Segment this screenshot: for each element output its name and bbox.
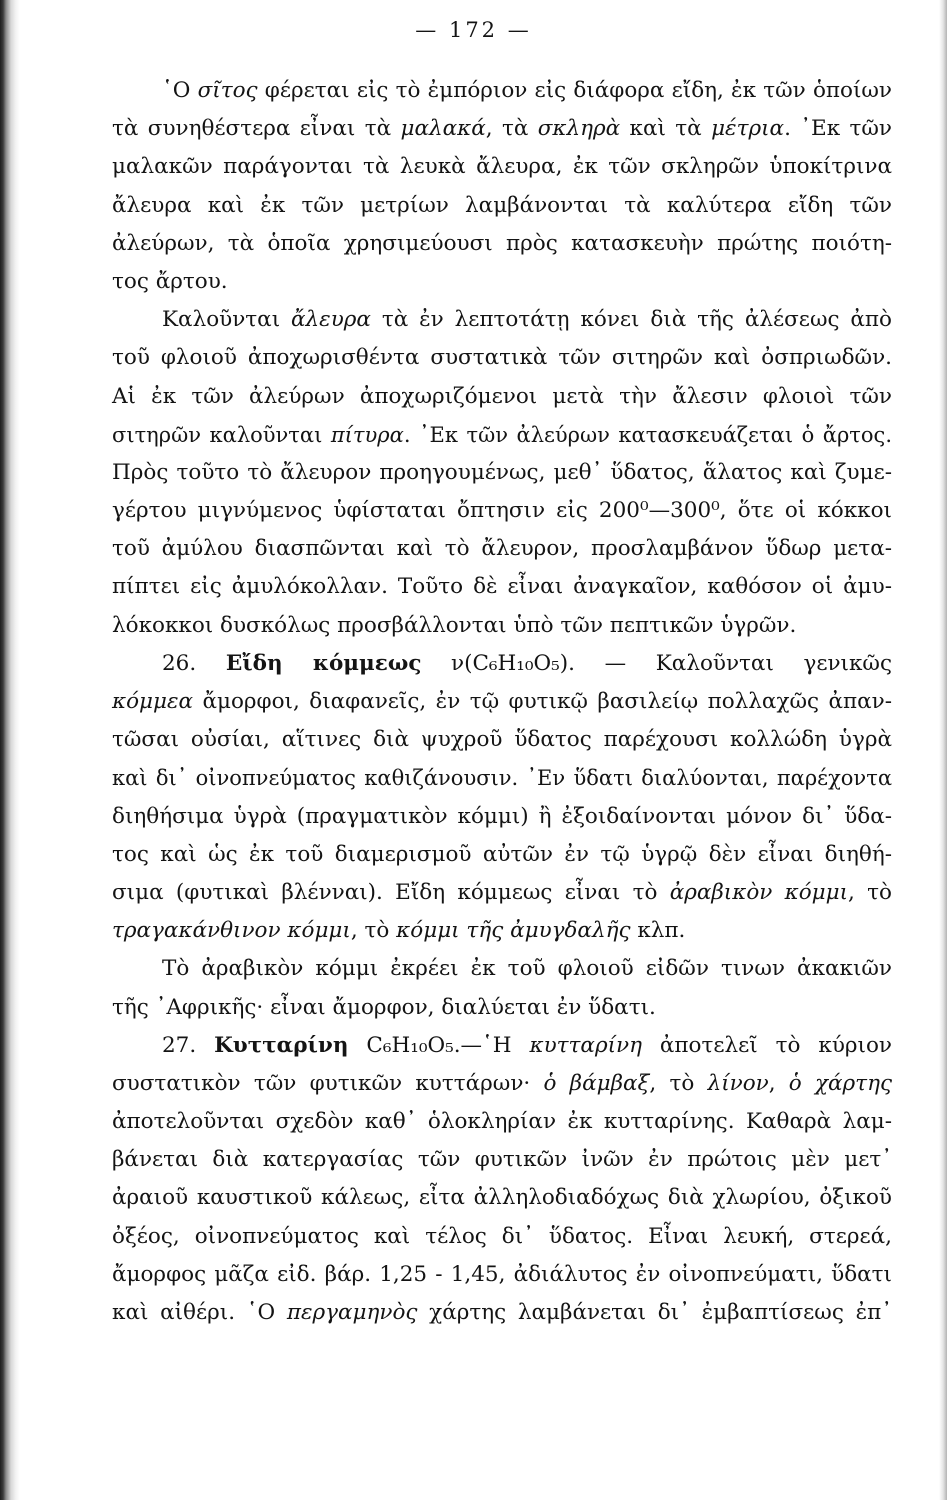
text-segment: ὀξέος, οἰνοπνεύματος καὶ τέλος δι᾿ ὕδατος. Εἶναι λευκή, στερεά, — [112, 1223, 892, 1249]
text-segment: ἄλευρα καὶ ἐκ τῶν μετρίων λαμβάνονται τὰ καλύτερα εἴδη τῶν — [112, 192, 892, 218]
text-line — [112, 339, 892, 377]
text-segment: πίπτει εἰς ἀμυλόκολλαν. Τοῦτο δὲ εἶναι ἀναγκαῖον, καθόσον οἱ ἀμυ- — [112, 574, 892, 600]
text-segment: , τὸ — [848, 879, 892, 905]
text-line — [112, 263, 892, 301]
text-line — [112, 187, 892, 225]
text-segment: σιμα (φυτικαὶ βλένναι). Εἴδη κόμμεως εἶναι τὸ — [112, 879, 670, 905]
text-segment: τραγακάνθινον κόμμι — [112, 918, 351, 944]
text-segment: τος ἄρτου. — [112, 268, 228, 294]
text-segment: ἄλευρα — [291, 307, 371, 333]
text-segment: , τὸ — [649, 1070, 708, 1096]
text-segment: συστατικὸν τῶν φυτικῶν κυττάρων· — [112, 1070, 544, 1096]
text-line — [112, 1027, 892, 1065]
text-segment: , — [768, 1070, 789, 1096]
text-segment: κόμμι τῆς ἀμυγδαλῆς — [396, 918, 631, 944]
text-segment: διηθήσιμα ὑγρὰ (πραγματικὸν κόμμι) ἢ ἐξοιδαίνονται μόνον δι᾿ ὕδα- — [112, 803, 892, 829]
text-line — [112, 950, 892, 988]
text-line — [112, 378, 892, 416]
text-line — [112, 1141, 892, 1179]
text-segment: καὶ δι᾿ οἰνοπνεύματος καθιζάνουσιν. ᾿Εν ὕδατι διαλύονται, παρέχοντα — [112, 766, 892, 791]
text-line — [112, 301, 892, 339]
text-segment: γέρτου μιγνύμενος ὑφίσταται ὄπτησιν εἰς 200⁰—300⁰, ὅτε οἱ κόκκοι — [112, 498, 892, 524]
text-segment: χάρτης λαμβάνεται δι᾿ ἐμβαπτίσεως ἐπ᾿ — [417, 1300, 893, 1325]
text-line — [112, 721, 892, 759]
text-segment: , τὸ — [350, 918, 397, 944]
text-segment: ν(C₆H₁₀O₅). — Καλοῦνται γενικῶς — [421, 650, 892, 676]
text-segment: ἀποτελοῦνται σχεδὸν καθ᾿ ὁλοκληρίαν ἐκ κυτταρίνης. Καθαρὰ λαμ- — [112, 1109, 892, 1135]
text-segment: Αἱ ἐκ τῶν ἀλεύρων ἀποχωριζόμενοι μετὰ τὴν ἄλεσιν φλοιοὶ τῶν — [112, 383, 892, 409]
text-segment: ἀλεύρων, τὰ ὁποῖα χρησιμεύουσι πρὸς κατασκευὴν πρώτης ποιότη- — [112, 230, 892, 256]
text-segment: σκληρὰ — [537, 116, 621, 142]
page-text-body — [112, 72, 892, 1332]
text-line — [112, 759, 892, 797]
text-segment: κυτταρίνη — [529, 1032, 642, 1058]
text-line — [112, 874, 892, 912]
text-segment: κλπ. — [630, 918, 686, 944]
text-segment: τὰ ἐν λεπτοτάτῃ κόνει διὰ τῆς ἀλέσεως ἀπὸ — [370, 307, 892, 333]
text-segment: ῾Ο — [162, 78, 198, 103]
text-segment: τὰ συνηθέστερα εἶναι τὰ — [112, 116, 401, 142]
text-line — [112, 798, 892, 836]
text-line — [112, 416, 892, 454]
text-segment: 27. — [162, 1032, 215, 1058]
text-line — [112, 1218, 892, 1256]
text-segment: Καλοῦνται — [162, 307, 292, 333]
text-segment: ἀραιοῦ καυστικοῦ κάλεως, εἶτα ἀλληλοδιαδόχως διὰ χλωρίου, ὀξικοῦ — [112, 1185, 892, 1211]
text-segment: , τὰ — [485, 116, 538, 142]
text-segment: τῆς ᾿Αφρικῆς· εἶναι ἄμορφον, διαλύεται ἐν ὕδατι. — [112, 994, 656, 1020]
text-segment: ἀποτελεῖ τὸ κύριον — [641, 1032, 892, 1058]
text-segment: ἀραβικὸν κόμμι — [669, 879, 849, 905]
text-segment: μέτρια — [711, 116, 785, 142]
text-segment: βάνεται διὰ κατεργασίας τῶν φυτικῶν ἰνῶν ἐν πρώτοις μὲν μετ᾿ — [112, 1147, 892, 1173]
text-line — [112, 454, 892, 492]
text-segment: ὁ βάμβαξ — [543, 1070, 650, 1096]
text-segment: λόκοκκοι δυσκόλως προσβάλλονται ὑπὸ τῶν πεπτικῶν ὑγρῶν. — [112, 612, 797, 638]
text-line — [112, 1179, 892, 1217]
text-segment: τοῦ φλοιοῦ ἀποχωρισθέντα συστατικὰ τῶν σιτηρῶν καὶ ὀσπριωδῶν. — [112, 345, 892, 371]
text-line — [112, 110, 892, 148]
text-line — [112, 568, 892, 606]
text-line — [112, 1294, 892, 1332]
text-segment: ἄμορφοι, διαφανεῖς, ἐν τῷ φυτικῷ βασιλείῳ πολλαχῶς ἀπαν- — [193, 689, 892, 714]
scan-edge-shadow — [0, 0, 20, 1500]
text-segment: τος καὶ ὡς ἐκ τοῦ διαμερισμοῦ αὐτῶν ἐν τῷ ὑγρῷ δὲν εἶναι διηθή- — [112, 841, 892, 867]
text-line — [112, 683, 892, 721]
text-line — [112, 989, 892, 1027]
text-line — [112, 492, 892, 530]
text-line — [112, 72, 892, 110]
text-segment: C₆H₁₀O₅.—῾Η — [348, 1032, 530, 1058]
text-segment: μαλακῶν παράγονται τὰ λευκὰ ἄλευρα, ἐκ τῶν σκληρῶν ὑποκίτρινα — [112, 154, 892, 180]
text-segment: . ᾿Εκ τῶν — [784, 116, 892, 142]
text-line — [112, 1065, 892, 1103]
text-segment: τῶσαι οὐσίαι, αἵτινες διὰ ψυχροῦ ὕδατος παρέχουσι κολλώδη ὑγρὰ — [112, 727, 892, 753]
text-segment: καὶ αἰθέρι. ῾Ο — [112, 1300, 287, 1325]
scan-edge-right — [939, 0, 947, 1500]
text-segment: φέρεται εἰς τὸ ἐμπόριον εἰς διάφορα εἴδη, ἐκ τῶν ὁποίων — [257, 78, 892, 103]
text-segment: . ᾿Εκ τῶν ἀλεύρων κατασκευάζεται ὁ ἄρτος. — [403, 422, 892, 447]
text-segment: περγαμηνὸς — [286, 1300, 418, 1325]
text-segment: λίνον — [707, 1070, 769, 1096]
text-segment: καὶ τὰ — [620, 116, 712, 142]
text-segment: πίτυρα — [330, 422, 404, 447]
text-segment: μαλακά — [400, 116, 486, 142]
text-segment: κόμμεα — [112, 689, 194, 714]
text-segment: Πρὸς τοῦτο τὸ ἄλευρον προηγουμένως, μεθ᾿ ὕδατος, ἅλατος καὶ ζυμε- — [112, 459, 892, 485]
text-line — [112, 836, 892, 874]
text-segment: ἄμορφος μᾶζα εἰδ. βάρ. 1,25 - 1,45, ἀδιάλυτος ἐν οἰνοπνεύματι, ὕδατι — [112, 1261, 892, 1287]
text-segment: 26. — [162, 650, 226, 676]
page-number: — 172 — — [415, 18, 532, 42]
text-segment: ὁ χάρτης — [788, 1070, 892, 1096]
text-segment: σῖτος — [197, 78, 258, 103]
text-line — [112, 148, 892, 186]
text-segment: Τὸ ἀραβικὸν κόμμι ἐκρέει ἐκ τοῦ φλοιοῦ εἰδῶν τινων ἀκακιῶν — [162, 956, 892, 982]
text-line — [112, 912, 892, 950]
text-line — [112, 1103, 892, 1141]
section-heading: Κυτταρίνη — [214, 1032, 349, 1058]
text-line — [112, 225, 892, 263]
text-segment: σιτηρῶν καλοῦνται — [112, 422, 331, 447]
text-line — [112, 645, 892, 683]
text-segment: τοῦ ἀμύλου διασπῶνται καὶ τὸ ἄλευρον, προσλαμβάνον ὕδωρ μετα- — [112, 536, 892, 562]
text-line — [112, 607, 892, 645]
text-line — [112, 1256, 892, 1294]
section-heading: Εἴδη κόμμεως — [225, 650, 422, 676]
text-line — [112, 530, 892, 568]
